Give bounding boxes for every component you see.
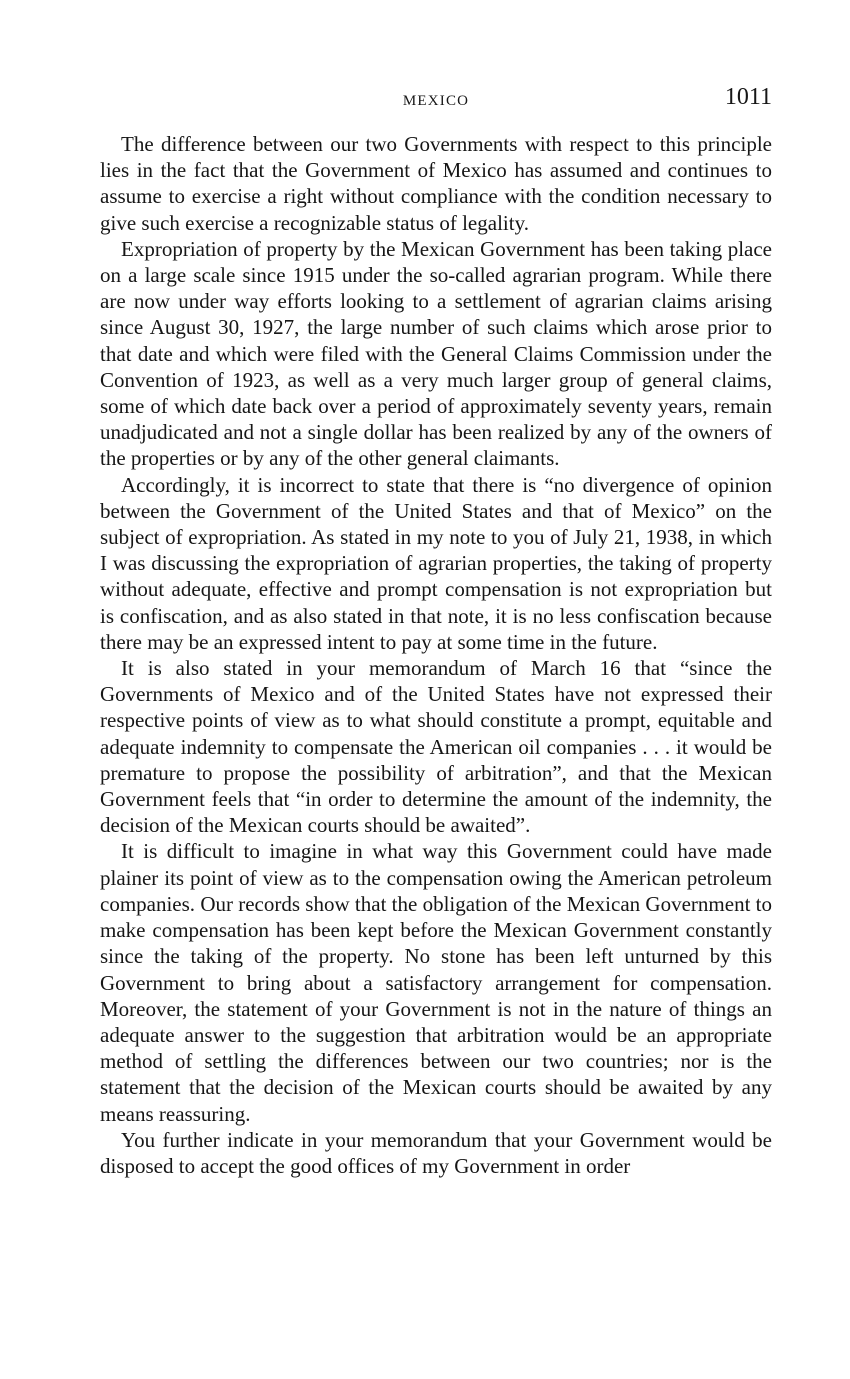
running-head — [100, 84, 772, 118]
body-text — [100, 131, 772, 1179]
paragraph: The difference between our two Governments with respect to this principle lies in the fact that the Government of Mexico has assumed and continues to assume to exercise a right without compliance with the condition necessary to give such exercise a recognizable status of legality. — [100, 132, 772, 235]
paragraph: It is difficult to imagine in what way this Government could have made plainer its point of view as to the compensation owing the American petroleum companies. Our records show that the obligation of the Mexican Government to make compensation has been kept before the Mexican Government constantly since the taking of the property. No stone has been left unturned by this Government to bring about a satisfactory arrangement for compensation. Moreover, the statement of your Government is not in the nature of things an adequate answer to the suggestion that arbitration would be an appropriate method of settling the differences between our two countries; nor is the statement that the decision of the Mexican courts should be awaited by any means reassuring. — [100, 839, 772, 1126]
paragraph: You further indicate in your memorandum that your Government would be disposed to accept the good offices of my Government in order — [100, 1127, 772, 1178]
page-number: 1011 — [724, 84, 772, 110]
paragraph: It is also stated in your memorandum of March 16 that “since the Governments of Mexico and of the United States have not expressed their respective points of view as to what should constitute a prompt, equitable and adequate indemnity to compensate the American oil companies . . . it would be premature to propose the possibility of arbitration”, and that the Mexican Government feels that “in order to determine the amount of the indemnity, the decision of the Mexican courts should be awaited”. — [100, 656, 772, 838]
paragraph: Accordingly, it is incorrect to state that there is “no divergence of opinion between the Government of the United States and that of Mexico” on the subject of expropriation. As stated in my note to you of July 21, 1938, in which I was discussing the expropriation of agrarian properties, the taking of property without adequate, effective and prompt compensation is not expropriation but is confiscation, and as also stated in that note, it is no less confiscation because there may be an expressed intent to pay at some time in the future. — [100, 472, 772, 654]
running-title: MEXICO — [402, 93, 470, 109]
paragraph: Expropriation of property by the Mexican Government has been taking place on a large scale since 1915 under the so-called agrarian program. While there are now under way efforts looking to a settlement of agrarian claims arising since August 30, 1927, the large number of such claims which arose prior to that date and which were filed with the General Claims Commission under the Convention of 1923, as well as a very much larger group of general claims, some of which date back over a period of approximately seventy years, remain unadjudicated and not a single dollar has been realized by any of the owners of the properties or by any of the other general claimants. — [100, 236, 772, 471]
